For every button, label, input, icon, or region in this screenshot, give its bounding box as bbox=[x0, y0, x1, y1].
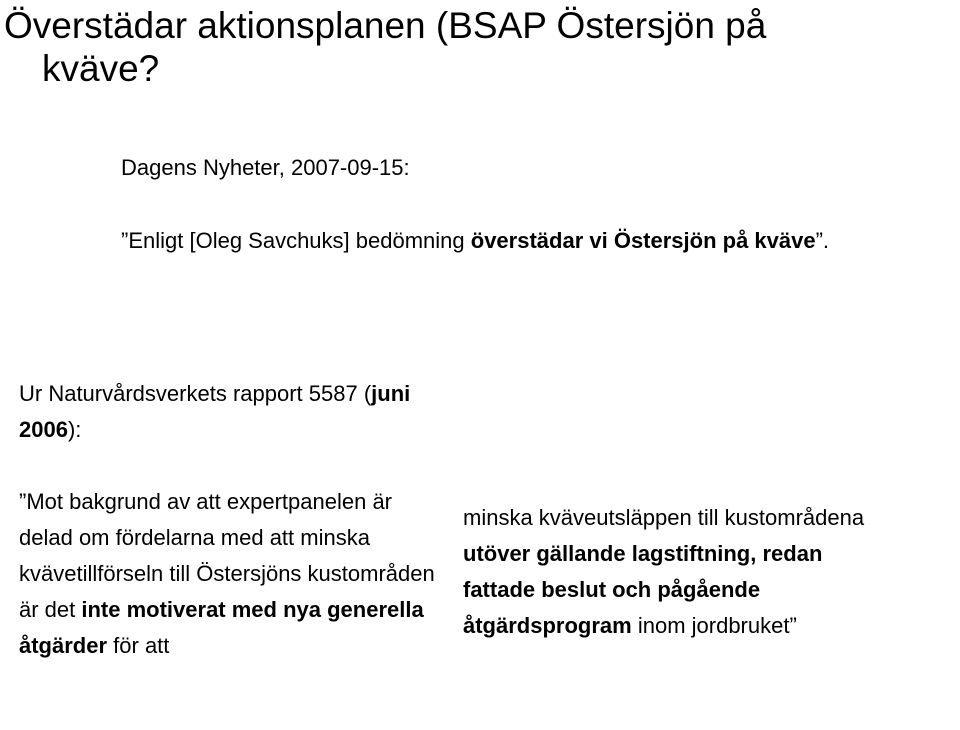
report-source-label bbox=[19, 376, 419, 448]
dn-quote bbox=[121, 223, 841, 259]
report-quote-right-emphasis: utöver gällande lagstiftning, redan fattade beslut och pågående åtgärdsprogram bbox=[463, 541, 823, 638]
report-quote-right-text: minska kväveutsläppen till kustområdena bbox=[463, 505, 865, 530]
dn-quote-emphasis: överstädar vi Östersjön på kväve bbox=[470, 228, 816, 253]
slide-title bbox=[4, 4, 954, 90]
dn-source-label: Dagens Nyheter, 2007-09-15: bbox=[121, 155, 410, 180]
dn-quote-close: ”. bbox=[815, 228, 830, 253]
report-source-suffix: ): bbox=[67, 417, 82, 442]
report-quote-left-column bbox=[19, 484, 439, 664]
title-line-1: Överstädar aktionsplanen (BSAP Östersjön på bbox=[4, 5, 767, 46]
report-source-prefix: Ur Naturvårdsverkets rapport 5587 ( bbox=[19, 381, 372, 406]
report-quote-left-emphasis: inte motiverat med nya generella åtgärder bbox=[19, 597, 424, 658]
report-date: juni 2006 bbox=[19, 381, 411, 442]
report-quote-left-tail: för att bbox=[107, 633, 170, 658]
report-quote-left-text: ”Mot bakgrund av att expertpanelen är delad om fördelarna med att minska kvävetillförseln till Östersjöns kustområden är det bbox=[19, 489, 435, 622]
title-line-2: kväve? bbox=[42, 48, 160, 89]
report-quote-right-column bbox=[463, 500, 893, 644]
report-quote-right-tail: inom jordbruket” bbox=[631, 613, 797, 638]
dn-quote-open: ”Enligt [Oleg Savchuks] bedömning bbox=[121, 228, 471, 253]
